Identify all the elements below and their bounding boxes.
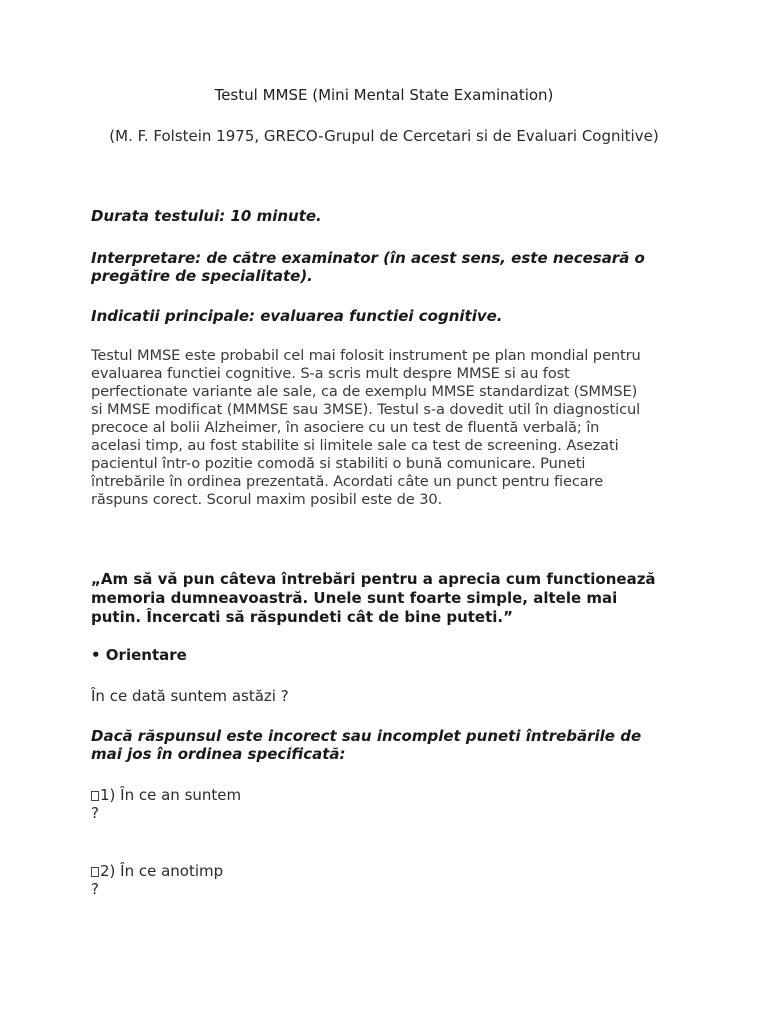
test-duration: Durata testului: 10 minute. xyxy=(91,207,322,225)
checkbox-icon xyxy=(91,867,99,877)
question-answer: ? xyxy=(91,880,99,898)
question-label: 2) În ce anotimp xyxy=(100,862,224,880)
question-answer: ? xyxy=(91,804,99,822)
document-title: Testul MMSE (Mini Mental State Examination) xyxy=(214,86,554,104)
follow-up-instruction: Dacă răspunsul este incorect sau incomplet puneti întrebările de mai jos în ordinea specificată: xyxy=(91,727,642,763)
question-item xyxy=(91,786,691,822)
checkbox-icon xyxy=(91,791,99,801)
question-label: 1) În ce an suntem xyxy=(100,786,242,804)
intro-paragraph: Testul MMSE este probabil cel mai folosit instrument pe plan mondial pentru evaluarea functiei cognitive. S-a scris mult despre MMSE si au fost perfectionate variante ale sale, ca de exemplu MMSE standardizat (SMMSE) si MMSE modificat (MMMSE sau 3MSE). Testul s-a dovedit util în diagnosticul precoce al bolii Alzheimer, în asociere cu un test de fluentă verbală; în acelasi timp, au fost stabilite si limitele sale ca test de screening. Asezati pacientul într-o pozitie comodă si stabiliti o bună comunicare. Puneti întrebările în ordinea prezentată. Acordati câte un punct pentru fiecare răspuns corect. Scorul maxim posibil este de 30. xyxy=(91,347,641,508)
interpretation-note: Interpretare: de către examinator (în acest sens, este necesară o pregătire de specialitate). xyxy=(91,249,645,285)
section-heading-orientation: • Orientare xyxy=(91,646,187,664)
main-indications: Indicatii principale: evaluarea functiei cognitive. xyxy=(91,307,503,325)
question-date: În ce dată suntem astăzi ? xyxy=(91,687,289,705)
document-subtitle: (M. F. Folstein 1975, GRECO-Grupul de Cercetari si de Evaluari Cognitive) xyxy=(109,127,659,145)
question-item xyxy=(91,862,691,898)
patient-instruction-quote: „Am să vă pun câteva întrebări pentru a aprecia cum functionează memoria dumneavoastră. Unele sunt foarte simple, altele mai putin. Încercati să răspundeti cât de bine puteti.” xyxy=(91,570,656,626)
